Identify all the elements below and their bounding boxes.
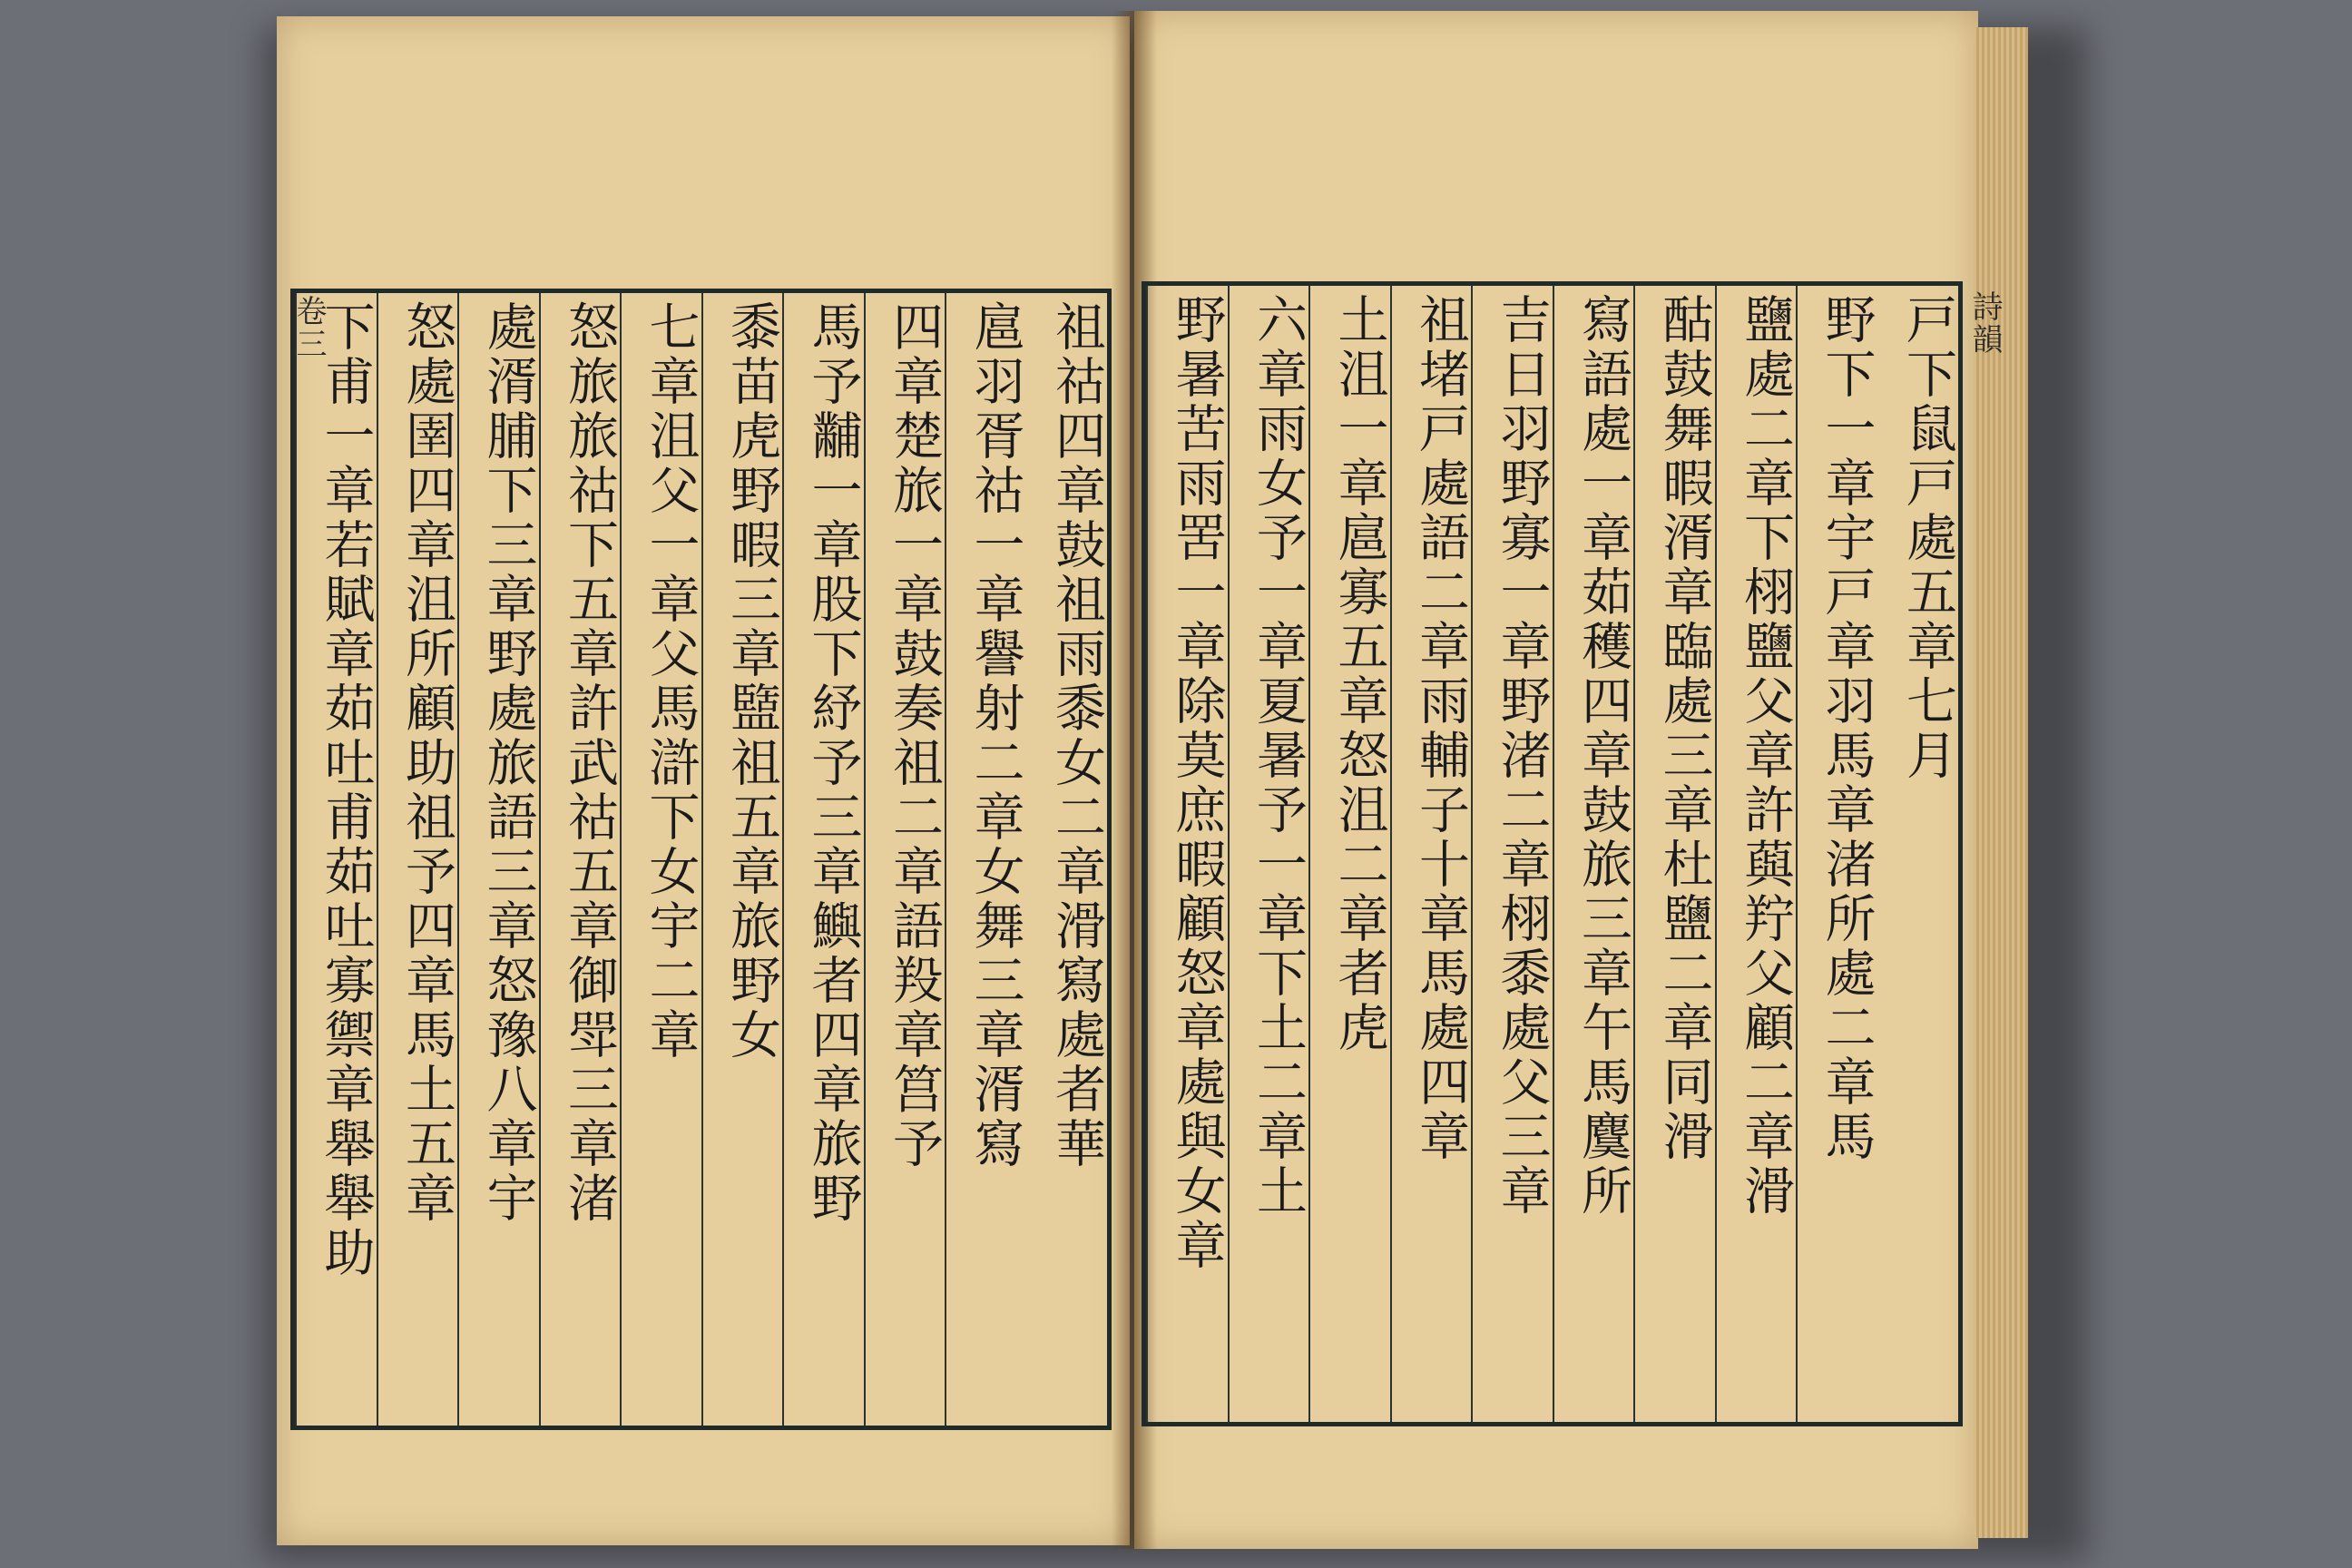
left_page-column: 處湑脯下三章野處旅語三章怒豫八章宇	[457, 293, 539, 1426]
left_page-column: 七章沮父一章父馬滸下女宇二章	[620, 293, 701, 1426]
left_page-column: 扈羽胥祜一章譽射二章女舞三章湑寫	[945, 293, 1026, 1426]
left_page-column: 怒處圉四章沮所顧助祖予四章馬土五章	[377, 293, 458, 1426]
left_page-column: 四章楚旅一章鼓奏祖二章語羖章筥予	[864, 293, 946, 1426]
left_page-column: 怒旅旅祜下五章許武祜五章御斝三章渚	[539, 293, 621, 1426]
left-folio: 卷三	[290, 295, 327, 360]
right_page-column: 野下一章宇戸章羽馬章渚所處二章馬	[1796, 286, 1877, 1422]
right_page-column: 祖堵戸處語二章雨輔子十章馬處四章	[1390, 286, 1472, 1422]
right_page-column: 野暑苦雨罟一章除莫庶暇顧怒章處與女章	[1146, 286, 1228, 1422]
left_page-column: 祖祜四章鼓祖雨黍女二章滑寫處者華	[1047, 300, 1106, 1171]
right_page-column: 六章雨女予一章夏暑予一章下土二章土	[1228, 286, 1309, 1422]
right-folio: 詩韻	[1966, 290, 2003, 356]
left_page-column: 下甫一章若賦章茹吐甫茹吐寡禦章舉舉助	[295, 293, 377, 1426]
left_page-column: 馬予黼一章股下紓予三章鱮者四章旅野	[782, 293, 864, 1426]
right_page-column: 土沮一章扈寡五章怒沮二章者虎	[1308, 286, 1390, 1422]
right-text-frame	[1142, 281, 1963, 1426]
left-text-frame	[290, 289, 1112, 1430]
right_page-column: 吉日羽野寡一章野渚二章栩黍處父三章	[1471, 286, 1553, 1422]
right_page-column: 戸下鼠戸處五章七月	[1898, 293, 1957, 783]
page-edges	[1974, 27, 2028, 1538]
left_page-column: 黍苗虎野暇三章盬祖五章旅野女	[701, 293, 783, 1426]
right_page-column: 寫語處一章茹穫四章鼓旅三章午馬麌所	[1553, 286, 1634, 1422]
right_page-column: 酤鼓舞暇湑章臨處三章杜鹽二章同滑	[1633, 286, 1715, 1422]
right_page-column: 鹽處二章下栩鹽父章許藇羜父顧二章滑	[1715, 286, 1797, 1422]
